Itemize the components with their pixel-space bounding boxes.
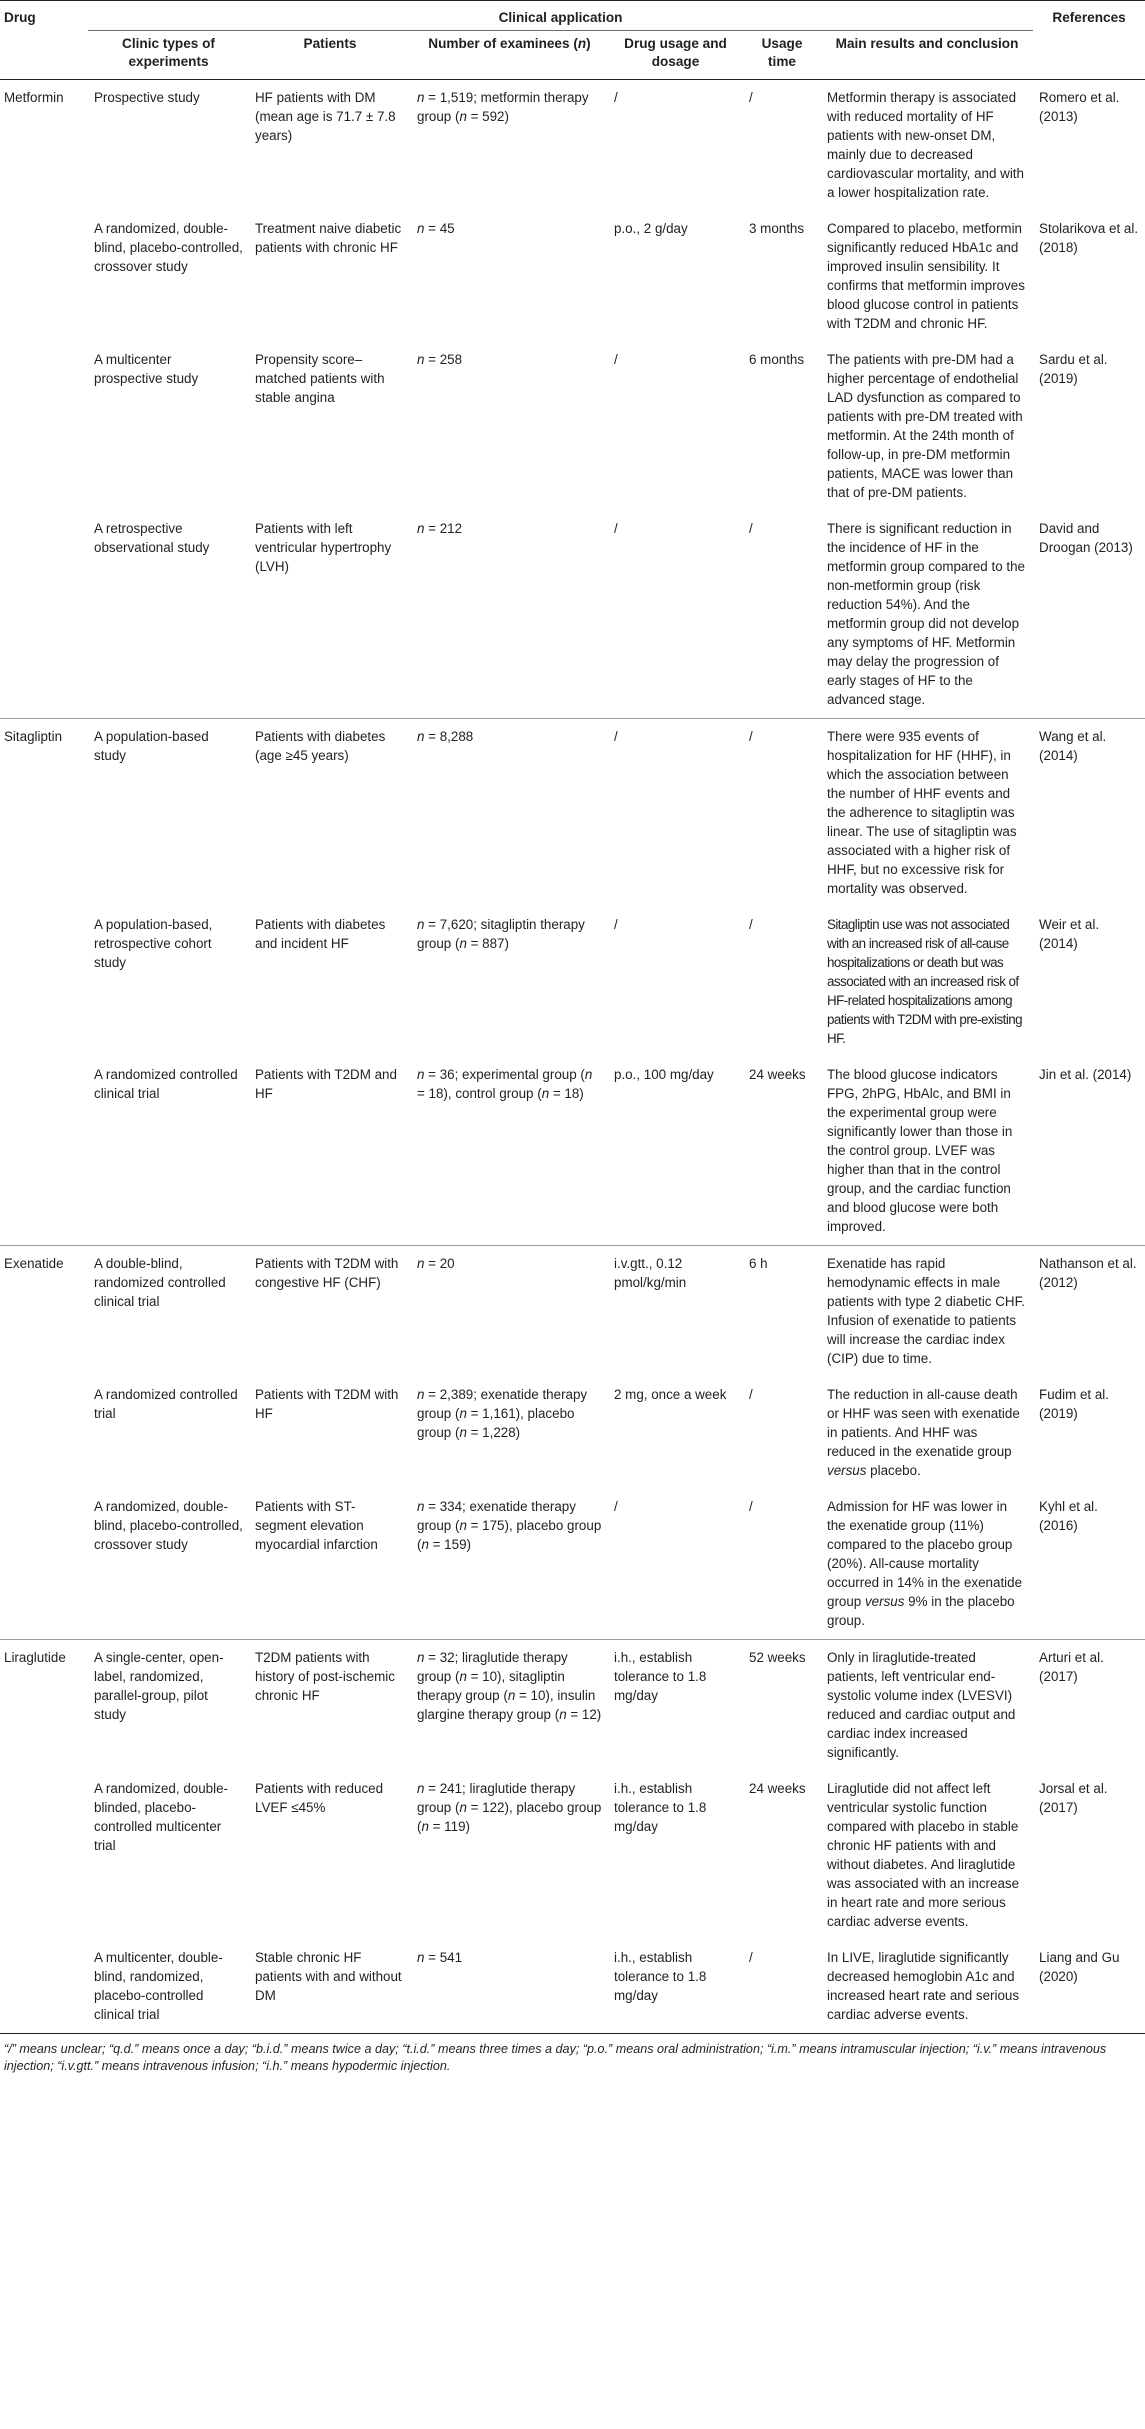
cell-clinic-type: A randomized, double-blinded, placebo-controlled multicenter trial <box>94 1781 228 1853</box>
table-row <box>0 1489 1145 1640</box>
cell-patients: HF patients with DM (mean age is 71.7 ± 7.8 years) <box>255 90 396 143</box>
header-usage-time: Usage time <box>743 31 821 80</box>
cell-drug: Exenatide <box>0 1246 88 1378</box>
cell-number-of-examinees: n = 1,519; metformin therapy group (n = 592) <box>417 90 589 124</box>
cell-patients: Patients with T2DM and HF <box>255 1067 397 1101</box>
cell-drug <box>0 1771 88 1940</box>
table-footnote: “/” means unclear; “q.d.” means once a day; “b.i.d.” means twice a day; “t.i.d.” means three times a day; “p.o.” means oral administration; “i.m.” means intramuscular injection; “i.v.” means intravenous injection; “i.v.gtt.” means intravenous infusion; “i.h.” means hypodermic injection. <box>0 2033 1145 2075</box>
header-patients: Patients <box>249 31 411 80</box>
cell-drug: Liraglutide <box>0 1640 88 1772</box>
cell-drug <box>0 1489 88 1640</box>
cell-drug-usage: i.h., establish tolerance to 1.8 mg/day <box>614 1950 707 2003</box>
cell-drug-usage: / <box>614 521 618 536</box>
cell-clinic-type: A retrospective observational study <box>94 521 210 555</box>
cell-main-results: Exenatide has rapid hemodynamic effects in male patients with type 2 diabetic CHF. Infusion of exenatide to patients will increase the cardiac index (CIP) due to time. <box>821 1246 1033 1378</box>
cell-number-of-examinees: n = 32; liraglutide therapy group (n = 10), sitagliptin therapy group (n = 10), insulin glargine therapy group (n = 12) <box>411 1640 608 1772</box>
cell-number-of-examinees: n = 241; liraglutide therapy group (n = 122), placebo group (n = 119) <box>417 1781 602 1834</box>
cell-clinic-type: A double-blind, randomized controlled clinical trial <box>88 1246 249 1378</box>
table-row <box>0 907 1145 1057</box>
cell-reference: Stolarikova et al. (2018) <box>1039 221 1139 255</box>
table-row <box>0 211 1145 342</box>
cell-patients: Patients with diabetes and incident HF <box>255 917 386 951</box>
cell-reference: David and Droogan (2013) <box>1039 521 1133 555</box>
cell-reference: Jorsal et al. (2017) <box>1039 1781 1108 1815</box>
cell-patients: Stable chronic HF patients with and without DM <box>255 1950 402 2003</box>
cell-clinic-type: A randomized, double-blind, placebo-controlled, crossover study <box>94 1499 243 1552</box>
cell-main-results: Admission for HF was lower in the exenatide group (11%) compared to the placebo group (20%). All-cause mortality occurred in 14% in the exenatide group versus 9% in the placebo group. <box>827 1499 1023 1628</box>
cell-patients: Patients with diabetes (age ≥45 years) <box>249 719 411 908</box>
cell-usage-time: / <box>749 1499 753 1514</box>
cell-reference: Liang and Gu (2020) <box>1039 1950 1120 1984</box>
cell-patients: Propensity score–matched patients with stable angina <box>255 352 385 405</box>
cell-clinic-type: A population-based, retrospective cohort study <box>94 917 213 970</box>
cell-number-of-examinees: n = 8,288 <box>411 719 608 908</box>
cell-main-results: Compared to placebo, metformin significantly reduced HbA1c and improved insulin sensibility. It confirms that metformin improves blood glucose control in patients with T2DM and chronic HF. <box>827 221 1025 331</box>
cell-drug <box>0 211 88 342</box>
cell-usage-time: 6 h <box>743 1246 821 1378</box>
cell-drug <box>0 1940 88 2033</box>
cell-patients: Patients with reduced LVEF ≤45% <box>255 1781 384 1815</box>
header-drug-usage: Drug usage and dosage <box>608 31 743 80</box>
cell-number-of-examinees: n = 212 <box>417 521 463 536</box>
cell-reference: Jin et al. (2014) <box>1039 1067 1132 1082</box>
header-references: References <box>1033 1 1145 80</box>
cell-main-results: Liraglutide did not affect left ventricular systolic function compared with placebo in stable chronic HF patients with and without diabetes. And liraglutide was associated with an increase in heart rate and more serious cardiac adverse events. <box>827 1781 1020 1929</box>
cell-patients: Patients with left ventricular hypertrophy (LVH) <box>255 521 392 574</box>
cell-drug-usage: / <box>614 1499 618 1514</box>
cell-main-results: The patients with pre-DM had a higher percentage of endothelial LAD dysfunction as compared to patients with pre-DM treated with metformin. At the 24th month of follow-up, in pre-DM metformin patients, MACE was lower than that of pre-DM patients. <box>827 352 1023 500</box>
cell-drug-usage: i.h., establish tolerance to 1.8 mg/day <box>614 1781 707 1834</box>
cell-reference: Nathanson et al. (2012) <box>1033 1246 1145 1378</box>
cell-drug-usage: / <box>614 90 618 105</box>
cell-drug-usage: 2 mg, once a week <box>614 1387 727 1402</box>
cell-main-results: Metformin therapy is associated with reduced mortality of HF patients with new-onset DM, mainly due to decreased cardiovascular mortality, and with a lower hospitalization rate. <box>827 90 1024 200</box>
cell-clinic-type: A randomized, double-blind, placebo-controlled, crossover study <box>94 221 243 274</box>
table-row <box>0 1771 1145 1940</box>
cell-drug <box>0 1377 88 1489</box>
table-row <box>0 719 1145 908</box>
cell-usage-time: / <box>749 90 753 105</box>
cell-number-of-examinees: n = 7,620; sitagliptin therapy group (n = 887) <box>417 917 585 951</box>
table-row <box>0 1057 1145 1246</box>
cell-patients: T2DM patients with history of post-ischemic chronic HF <box>249 1640 411 1772</box>
cell-main-results: There is significant reduction in the incidence of HF in the metformin group compared to the non-metformin group (risk reduction 54%). And the metformin group did not develop any symptoms of HF. Metformin may delay the progression of early stages of HF to the advanced stage. <box>827 521 1025 707</box>
cell-number-of-examinees: n = 258 <box>417 352 463 367</box>
cell-clinic-type: A randomized controlled trial <box>94 1387 238 1421</box>
cell-reference: Arturi et al. (2017) <box>1033 1640 1145 1772</box>
header-clinic-types: Clinic types of experiments <box>88 31 249 80</box>
header-drug: Drug <box>0 1 88 80</box>
table-row <box>0 511 1145 719</box>
cell-number-of-examinees: n = 541 <box>417 1950 463 1965</box>
cell-drug-usage: / <box>614 917 618 932</box>
cell-clinic-type: A single-center, open-label, randomized, parallel-group, pilot study <box>88 1640 249 1772</box>
table-row <box>0 1246 1145 1378</box>
cell-drug <box>0 342 88 511</box>
cell-drug: Metformin <box>4 90 64 105</box>
cell-number-of-examinees: n = 334; exenatide therapy group (n = 175), placebo group (n = 159) <box>417 1499 602 1552</box>
cell-drug-usage: i.h., establish tolerance to 1.8 mg/day <box>608 1640 743 1772</box>
cell-drug-usage: p.o., 2 g/day <box>614 221 688 236</box>
cell-usage-time: 6 months <box>749 352 805 367</box>
cell-reference: Kyhl et al. (2016) <box>1039 1499 1098 1533</box>
table-body <box>0 80 1145 2034</box>
cell-usage-time: / <box>749 1950 753 1965</box>
table-row <box>0 1940 1145 2033</box>
cell-clinic-type: A multicenter prospective study <box>94 352 199 386</box>
cell-drug-usage: p.o., 100 mg/day <box>614 1067 714 1082</box>
cell-drug <box>0 1057 88 1246</box>
cell-clinic-type: Prospective study <box>94 90 200 105</box>
cell-number-of-examinees: n = 2,389; exenatide therapy group (n = 1,161), placebo group (n = 1,228) <box>417 1387 588 1440</box>
table-row <box>0 1377 1145 1489</box>
cell-drug-usage: / <box>608 719 743 908</box>
cell-usage-time: / <box>749 521 753 536</box>
header-clinical-application: Clinical application <box>88 1 1033 31</box>
cell-usage-time: / <box>743 719 821 908</box>
cell-main-results: Only in liraglutide-treated patients, left ventricular end-systolic volume index (LVESVI) reduced and cardiac output and cardiac index increased significantly. <box>821 1640 1033 1772</box>
cell-main-results: In LIVE, liraglutide significantly decreased hemoglobin A1c and increased heart rate and serious cardiac adverse events. <box>827 1950 1020 2022</box>
cell-drug <box>0 907 88 1057</box>
cell-main-results: There were 935 events of hospitalization for HF (HHF), in which the association between the number of HHF events and the adherence to sitagliptin was linear. The use of sitagliptin was associated with a higher risk of HHF, but no excessive risk for mortality was observed. <box>821 719 1033 908</box>
cell-number-of-examinees: n = 20 <box>411 1246 608 1378</box>
cell-clinic-type: A randomized controlled clinical trial <box>94 1067 238 1101</box>
cell-clinic-type: A population-based study <box>88 719 249 908</box>
cell-patients: Treatment naive diabetic patients with chronic HF <box>255 221 402 255</box>
cell-usage-time: 52 weeks <box>743 1640 821 1772</box>
cell-usage-time: / <box>749 1387 753 1402</box>
cell-drug: Sitagliptin <box>0 719 88 908</box>
table-row <box>0 342 1145 511</box>
cell-drug-usage: i.v.gtt., 0.12 pmol/kg/min <box>608 1246 743 1378</box>
cell-main-results: Sitagliptin use was not associated with an increased risk of all-cause hospitalizations or death but was associated with an increased risk of HF-related hospitalizations among patients with T2DM with pre-existing HF. <box>827 917 1023 1046</box>
header-number-of-examinees: Number of examinees (n) <box>411 31 608 80</box>
cell-drug-usage: / <box>614 352 618 367</box>
cell-usage-time: / <box>749 917 753 932</box>
cell-number-of-examinees: n = 36; experimental group (n = 18), control group (n = 18) <box>417 1067 593 1101</box>
cell-reference: Romero et al. (2013) <box>1039 90 1120 124</box>
cell-reference: Weir et al. (2014) <box>1039 917 1100 951</box>
cell-main-results: The blood glucose indicators FPG, 2hPG, HbAlc, and BMI in the experimental group were significantly lower than those in the control group. LVEF was higher than that in the control group, and the cardiac function and blood glucose were both improved. <box>827 1067 1013 1234</box>
cell-reference: Wang et al. (2014) <box>1033 719 1145 908</box>
cell-usage-time: 24 weeks <box>749 1067 806 1082</box>
cell-drug <box>0 511 88 719</box>
cell-patients: Patients with T2DM with congestive HF (CHF) <box>249 1246 411 1378</box>
cell-main-results: The reduction in all-cause death or HHF was seen with exenatide in patients. And HHF was reduced in the exenatide group versus placebo. <box>827 1387 1020 1478</box>
cell-reference: Sardu et al. (2019) <box>1039 352 1108 386</box>
cell-patients: Patients with ST-segment elevation myocardial infarction <box>255 1499 378 1552</box>
cell-usage-time: 3 months <box>749 221 805 236</box>
header-main-results: Main results and conclusion <box>821 31 1033 80</box>
table-row <box>0 1640 1145 1772</box>
cell-number-of-examinees: n = 45 <box>417 221 455 236</box>
cell-patients: Patients with T2DM with HF <box>255 1387 399 1421</box>
cell-clinic-type: A multicenter, double-blind, randomized, placebo-controlled clinical trial <box>94 1950 223 2022</box>
table-row <box>0 80 1145 212</box>
cell-reference: Fudim et al. (2019) <box>1039 1387 1110 1421</box>
cell-usage-time: 24 weeks <box>749 1781 806 1796</box>
